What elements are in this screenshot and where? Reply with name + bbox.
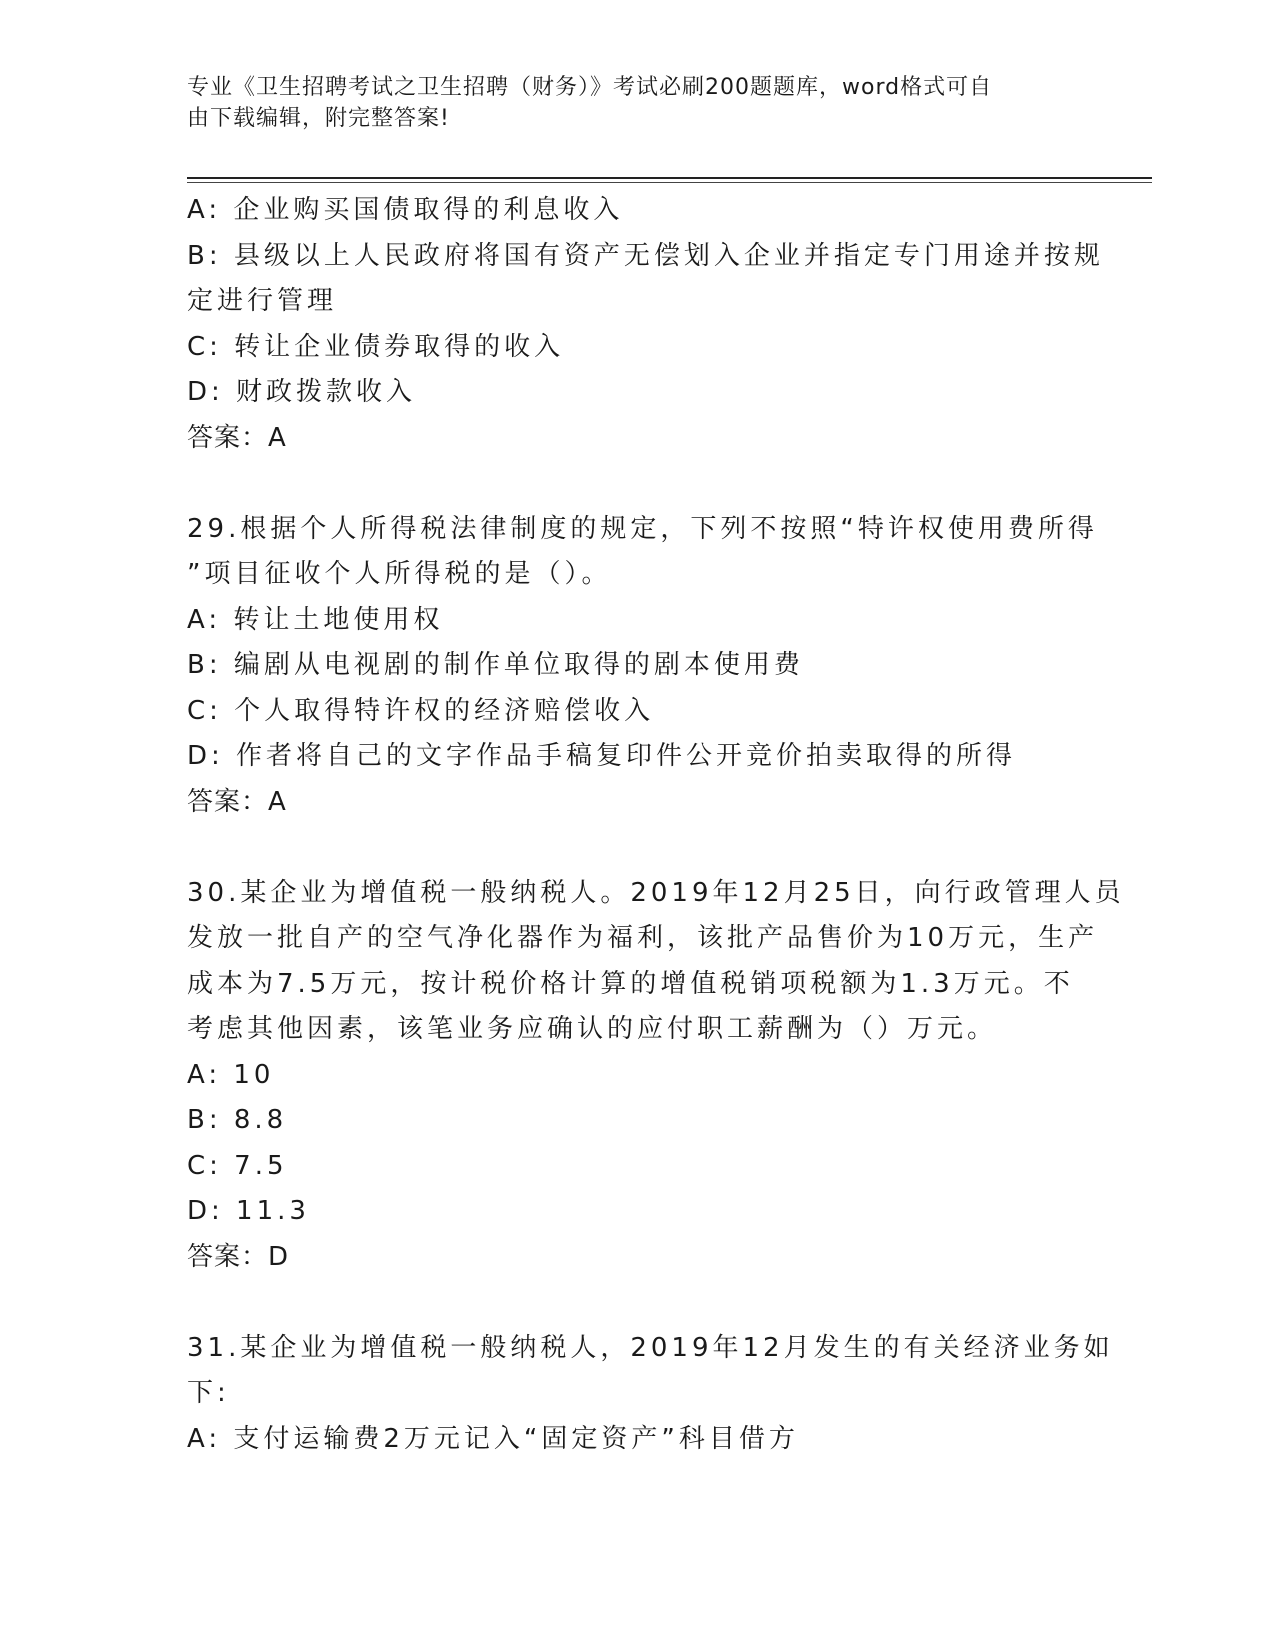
question-28: [187, 188, 1104, 461]
answer: 答案：D: [187, 1241, 290, 1272]
option-a: A: 支付运输费2万元记入“固定资产”科目借方: [187, 1423, 799, 1454]
option-b: B: 8.8: [187, 1105, 288, 1135]
spacer: [187, 1280, 1087, 1326]
document-header: [187, 72, 1067, 134]
option-b: B: 编剧从电视剧的制作单位取得的剧本使用费: [187, 650, 804, 680]
option-d: D: 11.3: [187, 1196, 310, 1226]
option-b-continued: 定进行管理: [187, 286, 338, 316]
option-d: D: 作者将自己的文字作品手稿复印件公开竞价拍卖取得的所得: [187, 741, 1017, 771]
header-line-1: 专业《卫生招聘考试之卫生招聘（财务）》考试必刷200题题库，word格式可自: [187, 75, 993, 100]
question-stem-continued: 发放一批自产的空气净化器作为福利，该批产品售价为10万元，生产: [187, 923, 1099, 953]
spacer: [187, 461, 1087, 507]
document-body: [187, 188, 1125, 1462]
answer: 答案：A: [187, 422, 287, 453]
option-c: C: 个人取得特许权的经济赔偿收入: [187, 695, 655, 726]
header-line-2: 由下载编辑，附完整答案!: [187, 106, 450, 131]
option-d: D: 财政拨款收入: [187, 377, 417, 407]
option-b: B: 县级以上人民政府将国有资产无偿划入企业并指定专门用途并按规: [187, 240, 1104, 271]
question-stem: 30.某企业为增值税一般纳税人。2019年12月25日，向行政管理人员: [187, 877, 1125, 908]
question-30: [187, 871, 1125, 1281]
question-stem-continued: 考虑其他因素，该笔业务应确认的应付职工薪酬为（）万元。: [187, 1014, 998, 1044]
answer: 答案：A: [187, 786, 287, 817]
header-divider-thin: [187, 182, 1152, 183]
question-31: [187, 1326, 1114, 1463]
option-a: A: 企业购买国债取得的利息收入: [187, 195, 624, 225]
question-stem-continued: 下:: [187, 1378, 230, 1408]
question-29: [187, 507, 1098, 826]
question-stem: 31.某企业为增值税一般纳税人，2019年12月发生的有关经济业务如: [187, 1332, 1114, 1363]
header-divider-thick: [187, 177, 1152, 179]
option-a: A: 转让土地使用权: [187, 604, 444, 635]
question-stem-continued: 成本为7.5万元，按计税价格计算的增值税销项税额为1.3万元。不: [187, 968, 1074, 999]
option-c: C: 转让企业债券取得的收入: [187, 331, 565, 362]
question-stem: 29.根据个人所得税法律制度的规定，下列不按照“特许权使用费所得: [187, 513, 1098, 544]
option-a: A: 10: [187, 1059, 275, 1090]
option-c: C: 7.5: [187, 1150, 288, 1181]
spacer: [187, 825, 1087, 871]
question-stem-continued: ”项目征收个人所得税的是（）。: [187, 559, 612, 589]
